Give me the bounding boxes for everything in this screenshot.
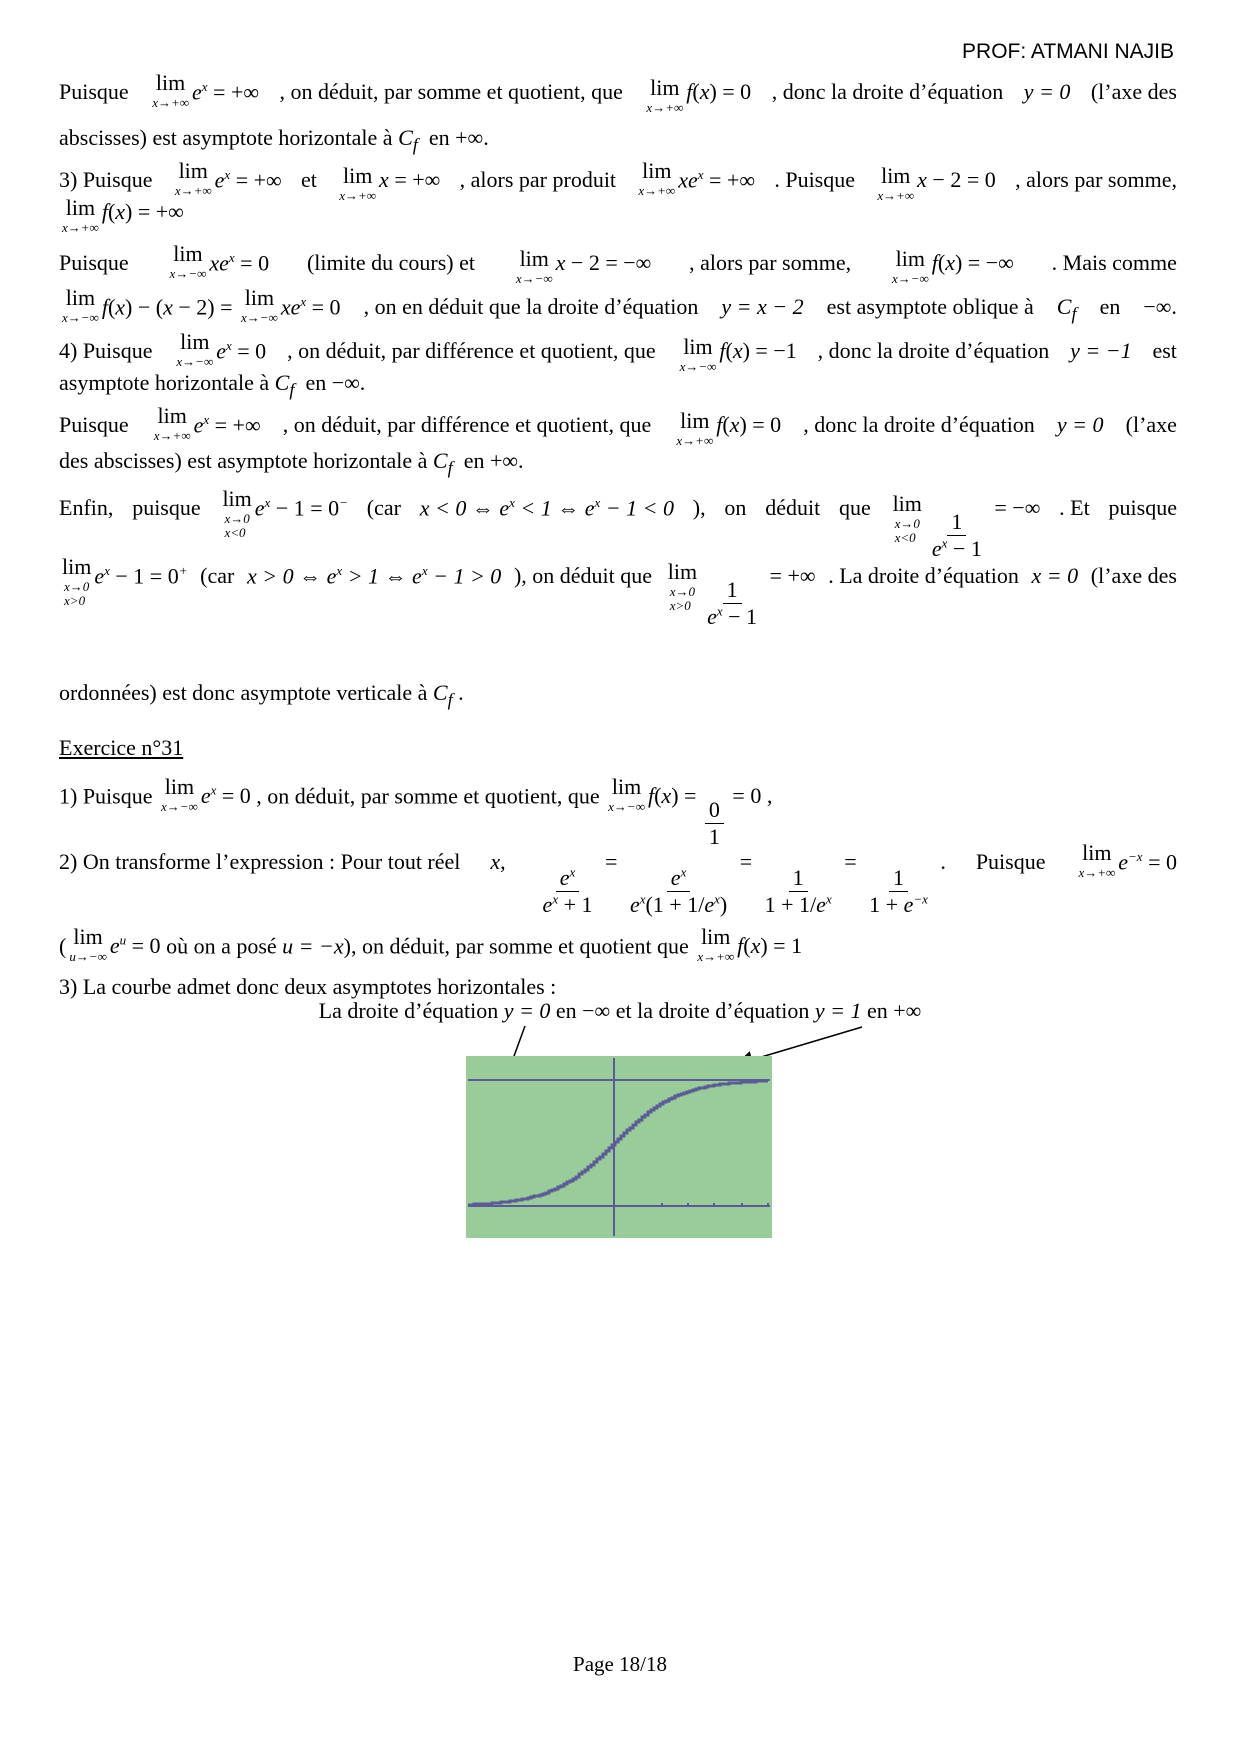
paragraph-line: 1) Puisque lim x→−∞ $e^x = 0$ , on déduit, par somme et quotient, que lim x→−∞ f(x) = $\frac{0}{1}$ = 0 ,: [59, 774, 773, 849]
paragraph-line: asymptote horizontale à $C_f$ en −∞.: [59, 370, 366, 400]
math-expression: x > 0 ⇔ $e^x > 1$ ⇔ $e^x - 1 > 0$: [247, 563, 502, 589]
paragraph-line: [59, 197, 1177, 235]
math-expression: lim x→0 x>0 $\frac{1}{e^x - 1}$ = +∞: [667, 559, 816, 629]
math-expression: lim x→+∞ f(x) = 0: [676, 408, 782, 449]
paragraph-line: Puisque lim x→+∞ $e^x$ = +∞ , on déduit, par somme et quotient, que lim x→+∞ f(x) = 0 , donc la droite d’équation y = 0 (l’axe des: [59, 70, 1177, 116]
math-expression: lim x→−∞ $xe^x = 0$: [169, 241, 270, 281]
math-expression: lim x→−∞ $e^x = 0$: [176, 329, 267, 369]
paragraph-line: des abscisses) est asymptote horizontale à $C_f$ en +∞.: [59, 448, 524, 478]
asymptote-caption: La droite d’équation y = 0 en −∞ et la droite d’équation y = 1 en +∞: [318, 998, 922, 1023]
paragraph-line: 4) Puisque lim x→−∞ $e^x = 0$ , on déduit, par différence et quotient, que lim x→−∞ f(x) = −1 , donc la droite d’équation y = −1 est: [59, 329, 1177, 375]
author-header: PROF: ATMANI NAJIB: [962, 40, 1174, 63]
paragraph-line: Puisque lim x→−∞ $xe^x = 0$ (limite du cours) et lim x→−∞ x − 2 = −∞ , alors par somme, lim x→−∞ f(x) = −∞ . Mais comme: [59, 241, 1177, 287]
paragraph-line: Puisque lim x→+∞ $e^x$ = +∞ , on déduit, par différence et quotient, que lim x→+∞ f(x) = 0 , donc la droite d’équation y = 0 (l’axe: [59, 403, 1177, 449]
math-expression: lim x→0 x<0 $\frac{1}{e^x - 1}$ = −∞: [892, 491, 1041, 561]
math-expression: lim x→+∞ f(x) = 1: [697, 924, 803, 964]
math-expression: lim x→+∞ $e^x$ = +∞: [152, 70, 260, 110]
math-expression: lim x→+∞ x − 2 = 0: [877, 163, 996, 204]
math-expression: lim x→0 x>0 $e^x - 1 = 0^+$: [62, 554, 188, 608]
page-number: Page 18/18: [573, 1652, 667, 1676]
math-expression: lim x→+∞ $e^x$ = +∞: [153, 403, 261, 443]
paragraph-line: ordonnées) est donc asymptote verticale à $C_f$ .: [59, 680, 464, 710]
math-expression: $\frac{e^x}{e^x + 1}$ = $\frac{e^x}{e^x(1 + 1/e^x)}$ = $\frac{1}{1 + 1/e^x}$ = $\frac{1}{1 + e^{-x}}$ .: [542, 849, 946, 917]
paragraph-line: ( lim u→−∞ $e^u = 0$ où on a posé u = −x), on déduit, par somme et quotient que lim x→+∞ f(x) = 1: [59, 924, 803, 964]
math-expression: lim x→−∞ f(x) = −1: [679, 334, 797, 375]
math-expression: lim x→+∞ f(x) = +∞: [62, 195, 184, 235]
math-expression: lim x→−∞ x − 2 = −∞: [515, 246, 652, 287]
math-expression: lim x→+∞ f(x) = 0: [646, 75, 752, 116]
paragraph-line: 3) La courbe admet donc deux asymptotes horizontales :: [59, 974, 557, 999]
math-expression: lim x→−∞ f(x) − (x − 2) = lim x→−∞ $xe^x = 0$: [62, 285, 341, 325]
paragraph-line: lim x→0 x>0 $e^x - 1 = 0^+$ (car x > 0 ⇔ $e^x > 1$ ⇔ $e^x - 1 > 0$ ), on déduit que lim x→0 x>0 $\frac{1}{e^x - 1}$ = +∞ . La droite d’équation x = 0 (l’axe des: [59, 556, 1177, 629]
math-expression: lim x→−∞ f(x) = $\frac{0}{1}$ = 0 ,: [608, 774, 773, 849]
math-expression: lim x→−∞ f(x) = −∞: [891, 246, 1014, 287]
math-expression: lim x→−∞ $e^x = 0$: [161, 774, 251, 814]
calculator-graph: [466, 1056, 772, 1238]
paragraph-line: 3) Puisque lim x→+∞ $e^x$ = +∞ et lim x→+∞ x = +∞ , alors par produit lim x→+∞ $xe^x$ = +∞ . Puisque lim x→+∞ x − 2 = 0 , alors par somme,: [59, 158, 1177, 204]
paragraph-line: abscisses) est asymptote horizontale à $C_f$ en +∞.: [59, 125, 489, 155]
math-expression: lim x→+∞ $e^{-x} = 0$: [1078, 840, 1177, 880]
math-expression: x = 0: [1031, 563, 1079, 589]
math-expression: y = 0: [1056, 412, 1104, 438]
paragraph-line: Enfin, puisque lim x→0 x<0 $e^x - 1 = 0^-$ (car x < 0 ⇔ $e^x < 1$ ⇔ $e^x - 1 < 0$ ), on déduit que lim x→0 x<0 $\frac{1}{e^x - 1}$ = −∞ . Et puisque: [59, 486, 1177, 561]
math-expression: y = 0: [1023, 79, 1071, 105]
math-expression: y = x − 2: [721, 294, 804, 320]
math-expression: lim u→−∞ $e^u = 0$: [69, 924, 161, 964]
paragraph-line: lim x→−∞ f(x) − (x − 2) = lim x→−∞ $xe^x = 0$ , on en déduit que la droite d’équation y = x − 2 est asymptote oblique à $C_f$ en −∞.: [59, 287, 1177, 329]
math-expression: lim x→+∞ x = +∞: [339, 163, 441, 204]
math-expression: lim x→0 x<0 $e^x - 1 = 0^-$: [222, 486, 348, 540]
paragraph-line: 2) On transforme l’expression : Pour tout réel x, $\frac{e^x}{e^x + 1}$ = $\frac{e^x}{e^x(1 + 1/e^x)}$ = $\frac{1}{1 + 1/e^x}$ = $\frac{1}{1 + e^{-x}}$ . Puisque lim x→+∞ $e^{-x} = 0$: [59, 840, 1177, 917]
exercise-title: Exercice n°31: [59, 735, 184, 760]
math-expression: lim x→+∞ $e^x$ = +∞: [174, 158, 282, 198]
math-expression: y = −1: [1070, 338, 1132, 364]
math-expression: x < 0 ⇔ $e^x < 1$ ⇔ $e^x - 1 < 0$: [419, 495, 674, 521]
math-expression: lim x→+∞ $xe^x$ = +∞: [638, 158, 755, 198]
